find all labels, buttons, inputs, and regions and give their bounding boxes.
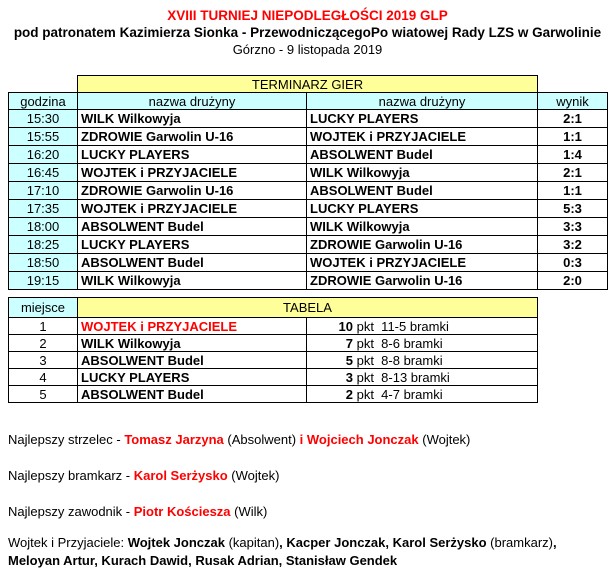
home-team: LUCKY PLAYERS: [78, 236, 307, 254]
award-label: Najlepszy zawodnik -: [8, 504, 134, 519]
match-score: 2:1: [538, 110, 608, 128]
away-team: WOJTEK i PRZYJACIELE: [307, 128, 538, 146]
away-team: WILK Wilkowyja: [307, 218, 538, 236]
points-detail: pkt 4-7 bramki: [353, 386, 443, 402]
home-team: LUCKY PLAYERS: [78, 146, 307, 164]
away-team: LUCKY PLAYERS: [307, 200, 538, 218]
match-time: 15:30: [9, 110, 78, 128]
away-team: WOJTEK i PRZYJACIELE: [307, 254, 538, 272]
match-score: 1:1: [538, 128, 608, 146]
column-header-time: godzina: [9, 93, 78, 110]
blank-cell: [9, 76, 78, 93]
standings-table: [8, 297, 538, 403]
match-row: [9, 146, 608, 164]
schedule-header-row: [9, 93, 608, 110]
place-number: 1: [9, 318, 78, 335]
match-time: 18:50: [9, 254, 78, 272]
roster-comma: ,: [553, 535, 557, 550]
award-top-scorer: [8, 432, 615, 448]
standings-team: ABSOLWENT Budel: [78, 386, 307, 403]
away-team: ABSOLWENT Budel: [307, 182, 538, 200]
home-team: ABSOLWENT Budel: [78, 218, 307, 236]
points-value: 2: [345, 386, 353, 402]
column-header-score: wynik: [538, 93, 608, 110]
standings-team: ABSOLWENT Budel: [78, 352, 307, 369]
away-team: ZDROWIE Garwolin U-16: [307, 236, 538, 254]
standings-points: [307, 386, 538, 403]
points-detail: pkt 8-6 bramki: [353, 335, 443, 351]
match-score: 1:4: [538, 146, 608, 164]
place-number: 4: [9, 369, 78, 386]
tournament-title: XVIII TURNIEJ NIEPODLEGŁOŚCI 2019 GLP: [167, 8, 448, 23]
match-row: [9, 254, 608, 272]
roster-players: , Kacper Jonczak, Karol Serżysko: [279, 535, 491, 550]
points-detail: pkt 8-8 bramki: [353, 352, 443, 368]
standings-row: [9, 386, 538, 403]
match-row: [9, 218, 608, 236]
schedule-title-row: [9, 76, 608, 93]
home-team: WOJTEK i PRZYJACIELE: [78, 200, 307, 218]
event-date: Górzno - 9 listopada 2019: [232, 42, 383, 57]
roster-intro: Wojtek i Przyjaciele:: [8, 535, 128, 550]
standings-row: [9, 352, 538, 369]
column-header-team2: nazwa drużyny: [307, 93, 538, 110]
roster-players-line2: Meloyan Artur, Kurach Dawid, Rusak Adrian, Stanisław Gendek: [8, 553, 398, 568]
award-player-club: (Wojtek): [418, 432, 471, 447]
award-label: Najlepszy bramkarz -: [8, 468, 134, 483]
match-row: [9, 110, 608, 128]
award-player-name: Piotr Kościesza: [133, 504, 231, 519]
award-player-club: (Absolwent): [223, 432, 300, 447]
column-header-team1: nazwa drużyny: [78, 93, 307, 110]
award-label: Najlepszy strzelec -: [8, 432, 125, 447]
points-value: 10: [338, 318, 353, 334]
match-score: 3:3: [538, 218, 608, 236]
roster-keeper-note: (bramkarz): [490, 535, 553, 550]
place-number: 3: [9, 352, 78, 369]
match-time: 17:35: [9, 200, 78, 218]
match-time: 15:55: [9, 128, 78, 146]
match-row: [9, 128, 608, 146]
standings-team: WILK Wilkowyja: [78, 335, 307, 352]
match-row: [9, 236, 608, 254]
match-score: 2:0: [538, 272, 608, 290]
standings-row: [9, 335, 538, 352]
standings-title: TABELA: [78, 298, 538, 318]
match-time: 16:45: [9, 164, 78, 182]
home-team: ZDROWIE Garwolin U-16: [78, 182, 307, 200]
roster-captain-note: (kapitan): [228, 535, 280, 550]
home-team: WOJTEK i PRZYJACIELE: [78, 164, 307, 182]
match-time: 16:20: [9, 146, 78, 164]
match-score: 1:1: [538, 182, 608, 200]
match-row: [9, 164, 608, 182]
standings-row: [9, 318, 538, 335]
award-player-name: i Wojciech Jonczak: [299, 432, 419, 447]
award-player-name: Tomasz Jarzyna: [124, 432, 224, 447]
match-time: 18:25: [9, 236, 78, 254]
standings-team: WOJTEK i PRZYJACIELE: [78, 318, 307, 335]
points-value: 3: [345, 369, 353, 385]
away-team: ZDROWIE Garwolin U-16: [307, 272, 538, 290]
column-header-place: miejsce: [9, 298, 78, 318]
standings-points: [307, 318, 538, 335]
match-score: 3:2: [538, 236, 608, 254]
match-score: 0:3: [538, 254, 608, 272]
award-player-club: (Wilk): [230, 504, 268, 519]
match-time: 19:15: [9, 272, 78, 290]
points-detail: pkt 11-5 bramki: [353, 318, 449, 334]
away-team: LUCKY PLAYERS: [307, 110, 538, 128]
award-player-club: (Wojtek): [227, 468, 280, 483]
footer-notes: [8, 432, 615, 570]
standings-points: [307, 369, 538, 386]
roster-captain: Wojtek Jonczak: [127, 535, 229, 550]
match-row: [9, 182, 608, 200]
match-row: [9, 200, 608, 218]
match-time: 18:00: [9, 218, 78, 236]
match-score: 5:3: [538, 200, 608, 218]
away-team: ABSOLWENT Budel: [307, 146, 538, 164]
points-detail: pkt 8-13 bramki: [353, 369, 450, 385]
patronage-subtitle: pod patronatem Kazimierza Sionka - PrzewodniczącegoPo wiatowej Rady LZS w Garwolinie: [13, 25, 602, 40]
match-score: 2:1: [538, 164, 608, 182]
standings-row: [9, 369, 538, 386]
match-time: 17:10: [9, 182, 78, 200]
award-best-goalkeeper: [8, 468, 615, 484]
home-team: ZDROWIE Garwolin U-16: [78, 128, 307, 146]
award-best-player: [8, 504, 615, 520]
schedule-table: [8, 75, 608, 290]
blank-cell: [538, 76, 608, 93]
place-number: 2: [9, 335, 78, 352]
home-team: WILK Wilkowyja: [78, 272, 307, 290]
document-header: [0, 0, 615, 58]
home-team: WILK Wilkowyja: [78, 110, 307, 128]
place-number: 5: [9, 386, 78, 403]
standings-points: [307, 352, 538, 369]
team-roster: [8, 534, 615, 570]
points-value: 7: [345, 335, 353, 351]
standings-team: LUCKY PLAYERS: [78, 369, 307, 386]
standings-header-row: [9, 298, 538, 318]
award-player-name: Karol Serżysko: [133, 468, 228, 483]
schedule-title: TERMINARZ GIER: [78, 76, 538, 93]
standings-points: [307, 335, 538, 352]
points-value: 5: [345, 352, 353, 368]
home-team: ABSOLWENT Budel: [78, 254, 307, 272]
away-team: WILK Wilkowyja: [307, 164, 538, 182]
match-row: [9, 272, 608, 290]
